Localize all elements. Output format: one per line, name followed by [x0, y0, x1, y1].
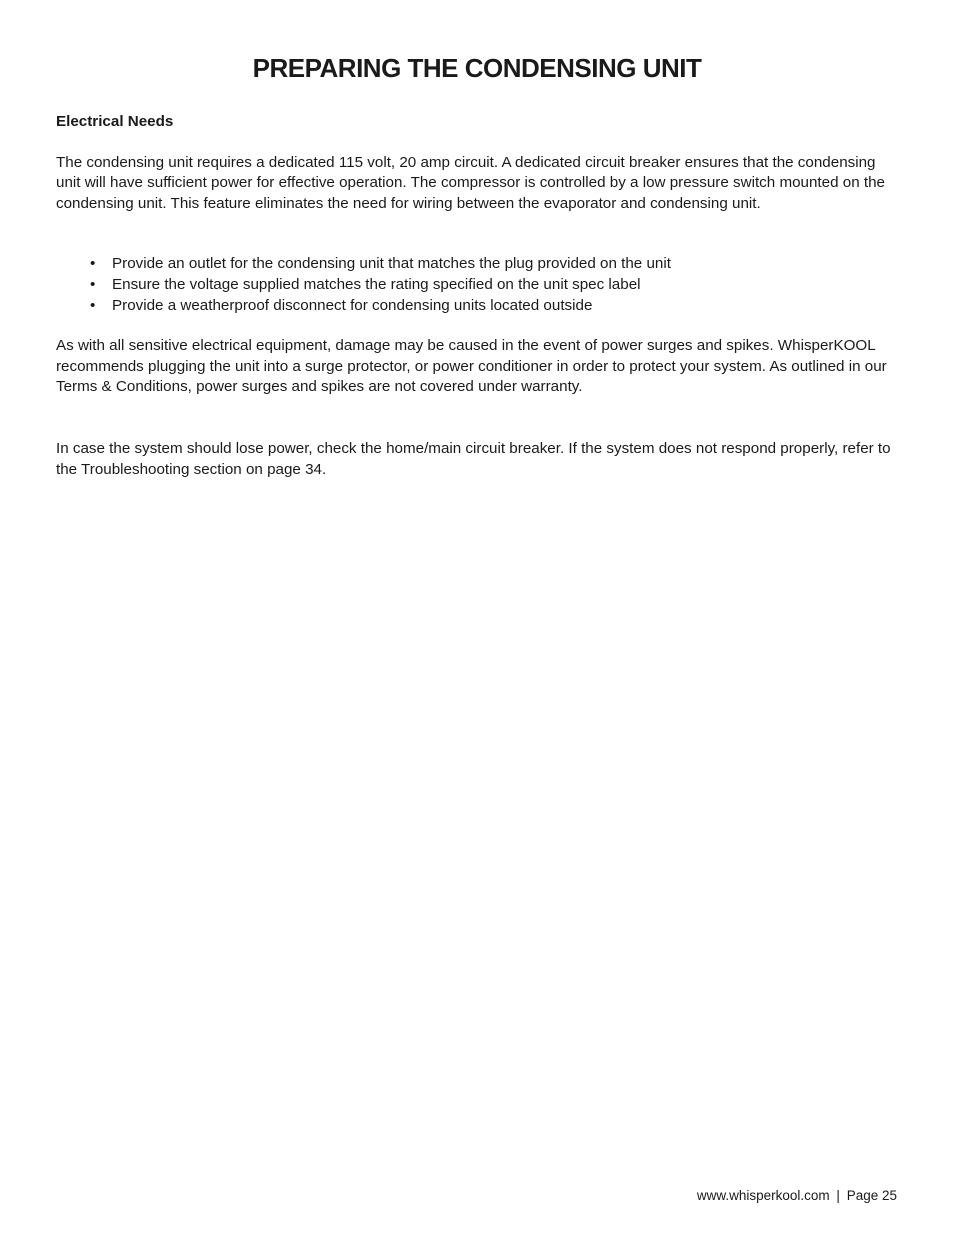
page-number: Page 25: [846, 1188, 897, 1203]
footer-website-link[interactable]: www.whisperkool.com: [696, 1188, 830, 1203]
page-footer: [697, 1186, 897, 1206]
page-title: PREPARING THE CONDENSING UNIT: [252, 53, 702, 83]
page-content: [56, 112, 896, 480]
bullet-icon: •: [90, 296, 96, 314]
bullet-icon: •: [90, 255, 96, 273]
list-item: [56, 296, 896, 317]
paragraph-electrical-requirements: The condensing unit requires a dedicated 115 volt, 20 amp circuit. A dedicated circuit breaker ensures that the condensing unit will have sufficient power for effective operation. The compressor is controlled by a low pressure switch mounted on the condensing unit. This feature eliminates the need for wiring between the evaporator and condensing unit.: [56, 153, 885, 212]
footer-separator: |: [836, 1188, 840, 1203]
list-item-text: Provide an outlet for the condensing unit that matches the plug provided on the unit: [112, 255, 671, 273]
bullet-icon: •: [90, 275, 96, 293]
paragraph-power-loss: In case the system should lose power, check the home/main circuit breaker. If the system does not respond properly, refer to the Troubleshooting section on page 34.: [56, 439, 891, 478]
list-item: [56, 254, 896, 275]
section-heading: Electrical Needs: [56, 113, 174, 130]
paragraph-surge-protection: As with all sensitive electrical equipment, damage may be caused in the event of power surges and spikes. WhisperKOOL recommends plugging the unit into a surge protector, or power conditioner in order to protect your system. As outlined in our Terms & Conditions, power surges and spikes are not covered under warranty.: [56, 337, 887, 396]
list-item-text: Ensure the voltage supplied matches the rating specified on the unit spec label: [112, 275, 641, 293]
bullet-list: [56, 254, 896, 316]
list-item-text: Provide a weatherproof disconnect for condensing units located outside: [112, 296, 593, 314]
list-item: [56, 275, 896, 296]
